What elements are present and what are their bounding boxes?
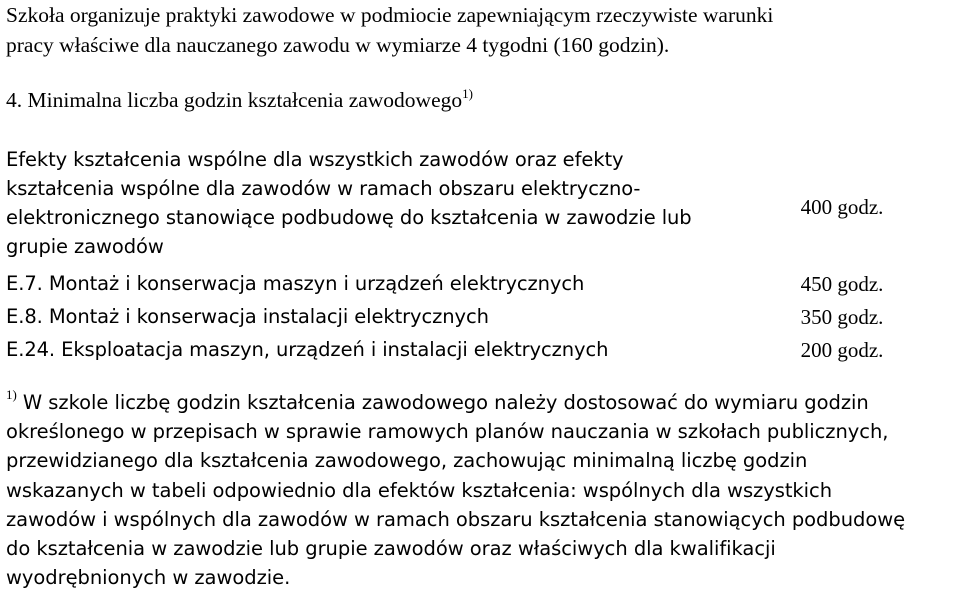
- hours-cell: 200 godz.: [800, 337, 884, 362]
- footnote-line: zawodów i wspólnych dla zawodów w ramach obszaru kształcenia stanowiących podbudowę: [6, 507, 906, 531]
- table-row: [0, 300, 938, 333]
- section-number: 4.: [6, 88, 23, 112]
- footnote-line: wskazanych w tabeli odpowiednio dla efektów kształcenia: wspólnych dla wszystkich: [6, 478, 833, 502]
- hours-cell: 400 godz.: [800, 194, 884, 219]
- effect-line: kształcenia wspólne dla zawodów w ramach obszaru elektryczno-: [6, 177, 641, 200]
- hours-table: [0, 143, 938, 366]
- qualification-cell: E.24. Eksploatacja maszyn, urządzeń i instalacji elektrycznych: [6, 337, 609, 361]
- qualification-cell: E.7. Montaż i konserwacja maszyn i urządzeń elektrycznych: [6, 271, 585, 295]
- effect-line: grupie zawodów: [6, 235, 164, 258]
- intro-paragraph: [6, 0, 956, 60]
- effect-line: Efekty kształcenia wspólne dla wszystkich zawodów oraz efekty: [6, 148, 624, 171]
- section-title: Minimalna liczba godzin kształcenia zawodowego: [27, 88, 463, 112]
- intro-line: pracy właściwe dla nauczanego zawodu w wymiarze 4 tygodni (160 godzin).: [6, 33, 670, 57]
- hours-cell: 450 godz.: [800, 271, 884, 296]
- effect-cell: [0, 143, 746, 267]
- table-row: [0, 267, 938, 300]
- hours-cell: 350 godz.: [800, 304, 884, 329]
- footnote-line: do kształcenia w zawodzie lub grupie zawodów oraz właściwych dla kwalifikacji: [6, 537, 776, 561]
- footnote: [6, 388, 956, 592]
- effect-line: elektronicznego stanowiące podbudowę do kształcenia w zawodzie lub: [6, 206, 692, 229]
- footnote-line: przewidzianego dla kształcenia zawodowego, zachowując minimalną liczbę godzin: [6, 449, 808, 473]
- qualification-cell: E.8. Montaż i konserwacja instalacji elektrycznych: [6, 304, 489, 328]
- footnote-text: W szkole liczbę godzin kształcenia zawodowego należy dostosować do wymiaru godzin: [22, 391, 869, 414]
- intro-line: Szkoła organizuje praktyki zawodowe w podmiocie zapewniającym rzeczywiste warunki: [6, 3, 774, 27]
- table-row: [0, 333, 938, 366]
- footnote-mark: 1): [6, 387, 17, 402]
- table-row: [0, 143, 938, 267]
- section-heading: [6, 85, 473, 115]
- footnote-marker: 1): [462, 86, 473, 101]
- footnote-line: określonego w przepisach w sprawie ramowych planów nauczania w szkołach publicznych,: [6, 420, 889, 444]
- footnote-line: wyodrębnionych w zawodzie.: [6, 566, 291, 590]
- footnote-line: [6, 388, 956, 417]
